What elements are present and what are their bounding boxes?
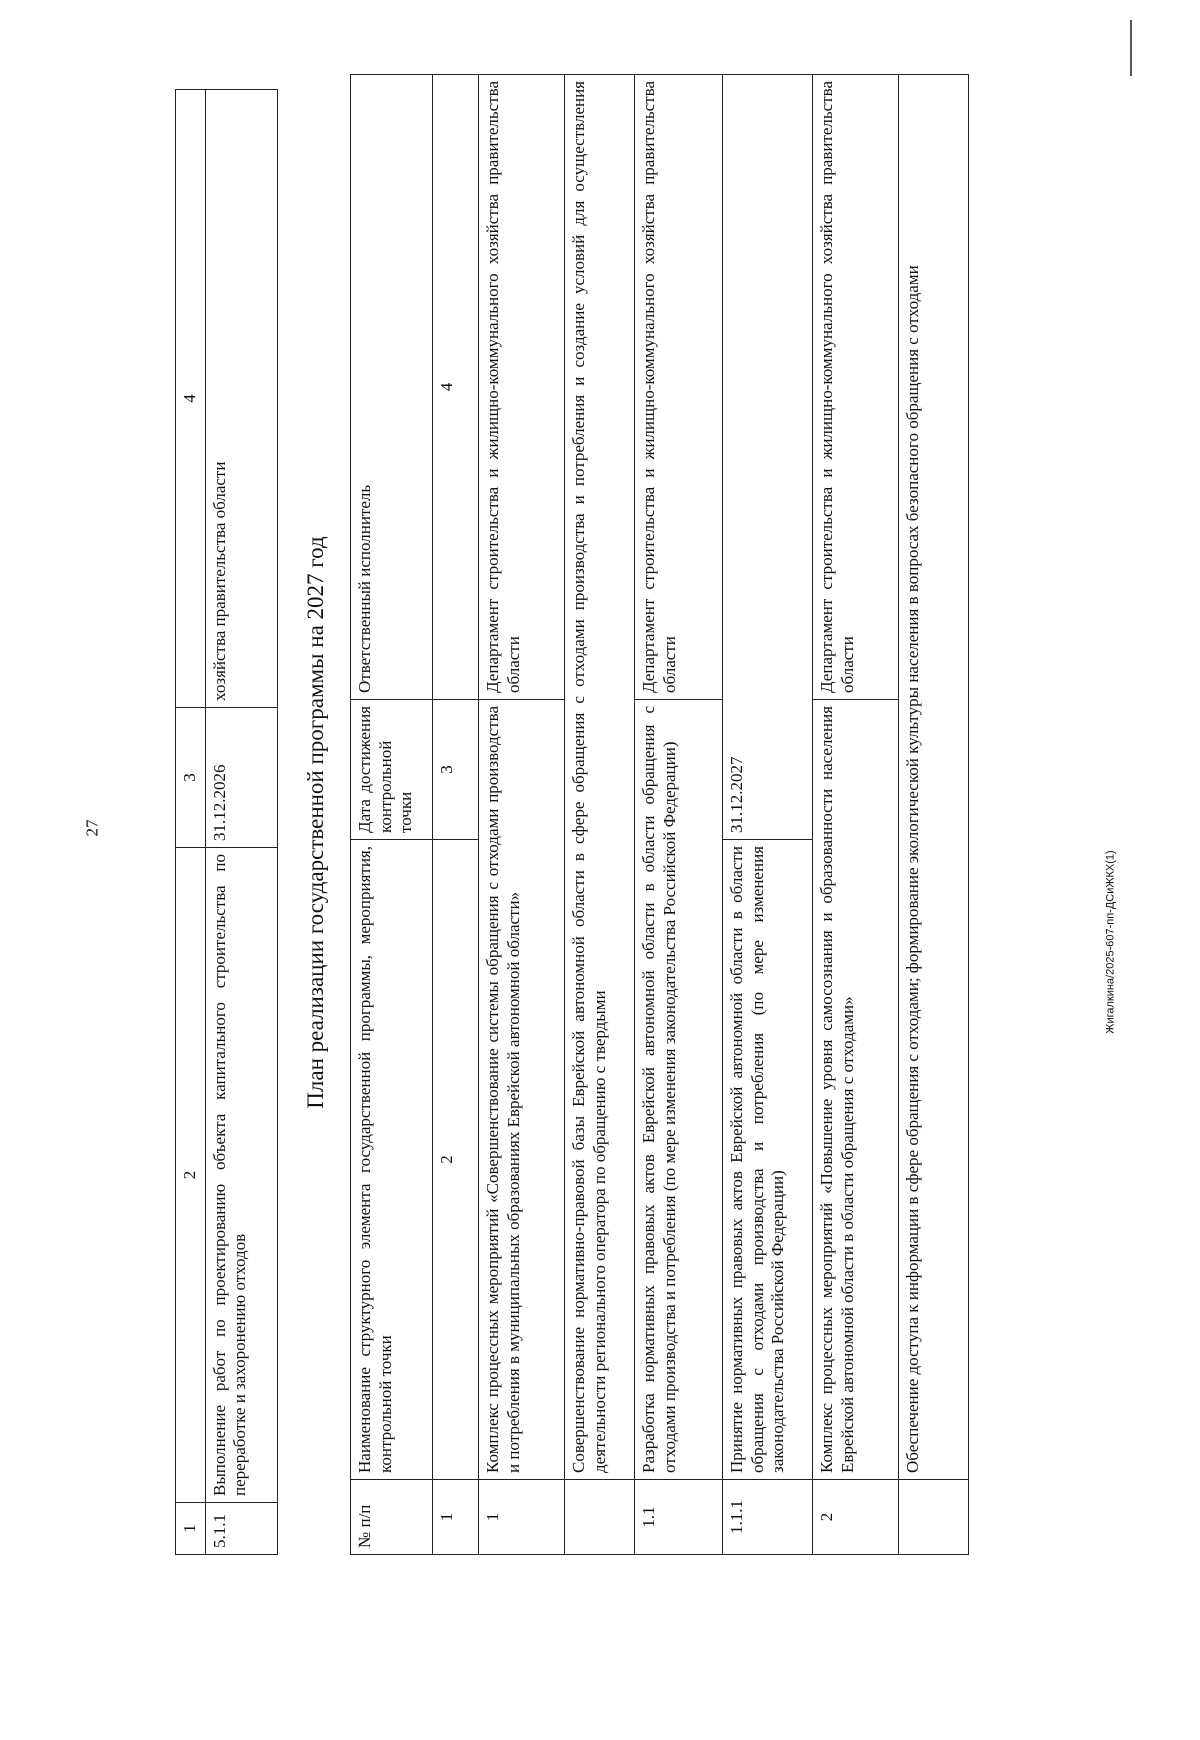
row-number: 5.1.1 xyxy=(205,1503,277,1555)
col-number-1: 1 xyxy=(176,1503,206,1555)
row-name: Выполнение работ по проектированию объекта капитального строительства по переработке и захоронению отходов xyxy=(205,848,277,1503)
row-number: 1.1.1 xyxy=(723,1480,813,1555)
page-number: 27 xyxy=(82,819,102,837)
footer-document-code: Жигалкина/2025-607-пп-ДСиЖКХ(1) xyxy=(1104,850,1117,1034)
table-header-row xyxy=(351,75,433,1555)
col-numbers-row xyxy=(433,75,479,1555)
header-name: Наименование структурного элемента государственной программы, мероприятия, контрольной точки xyxy=(351,840,433,1480)
table-span-row xyxy=(565,75,635,1555)
scan-edge-mark xyxy=(1130,20,1132,76)
col-number-4: 4 xyxy=(176,90,206,708)
col-number-2: 2 xyxy=(176,848,206,1503)
rotated-document-content xyxy=(175,75,1155,1555)
col-number-3: 3 xyxy=(433,700,479,840)
row-number: 2 xyxy=(813,1480,899,1555)
header-executor: Ответственный исполнитель xyxy=(351,75,433,700)
row-name: Разработка нормативных правовых актов Еврейской автономной области в области обращения с отходами производства и потребления (по мере изменения законодательства Российской Федерации) xyxy=(635,700,723,1480)
table-row xyxy=(205,90,277,1555)
section-description: Обеспечение доступа к информации в сфере обращения с отходами; формирование экологической культуры населения в вопросах безопасного обращения с отходами xyxy=(899,75,969,1480)
header-date: Дата достижения контрольной точки xyxy=(351,700,433,840)
col-number-3: 3 xyxy=(176,708,206,848)
continuation-table xyxy=(175,89,278,1555)
row-date: 31.12.2027 xyxy=(723,75,813,840)
row-date: 31.12.2026 xyxy=(205,708,277,848)
plan-title: План реализации государственной программы на 2027 год xyxy=(303,536,328,1109)
plan-table xyxy=(350,74,969,1555)
table-header-row xyxy=(176,90,206,1555)
row-name: Комплекс процессных мероприятий «Совершенствование системы обращения с отходами производства и потребления в муниципальных образованиях Еврейской автономной области» xyxy=(479,700,565,1480)
col-number-1: 1 xyxy=(433,1480,479,1555)
row-number-empty xyxy=(899,1480,969,1555)
row-executor: Департамент строительства и жилищно-коммунального хозяйства правительства области xyxy=(479,75,565,700)
table-row xyxy=(813,75,899,1555)
table-row xyxy=(635,75,723,1555)
table-span-row xyxy=(899,75,969,1555)
row-number-empty xyxy=(565,1480,635,1555)
row-executor: Департамент строительства и жилищно-коммунального хозяйства правительства области xyxy=(813,75,899,700)
col-number-2: 2 xyxy=(433,840,479,1480)
row-executor: хозяйства правительства области xyxy=(205,90,277,708)
row-name: Комплекс процессных мероприятий «Повышение уровня самосознания и образованности населения Еврейской автономной области в области обращения с отходами» xyxy=(813,700,899,1480)
row-number: 1 xyxy=(479,1480,565,1555)
table-row xyxy=(479,75,565,1555)
table-row xyxy=(723,75,813,1555)
header-num: № п/п xyxy=(351,1480,433,1555)
section-description: Совершенствование нормативно-правовой базы Еврейской автономной области в сфере обращения с отходами производства и потребления и создание условий для осуществления деятельности регионального оператора по обращению с твердыми xyxy=(565,75,635,1480)
row-number: 1.1 xyxy=(635,1480,723,1555)
col-number-4: 4 xyxy=(433,75,479,700)
row-name: Принятие нормативных правовых актов Еврейской автономной области в области обращения с отходами производства и потребления (по мере изменения законодательства Российской Федерации) xyxy=(723,840,813,1480)
row-executor: Департамент строительства и жилищно-коммунального хозяйства правительства области xyxy=(635,75,723,700)
